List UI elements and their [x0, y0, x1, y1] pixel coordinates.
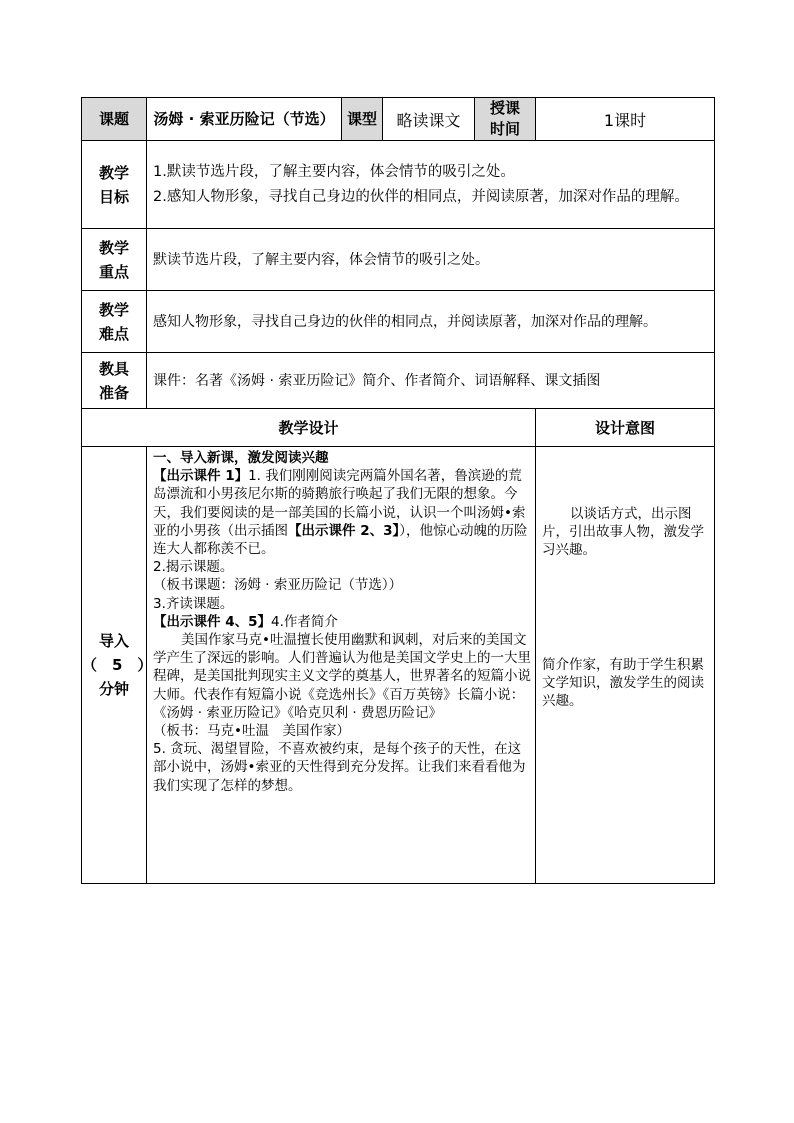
design-para-1	[153, 467, 533, 558]
design-para-4: 3.齐读课题。	[153, 595, 234, 612]
topic-value: 汤姆 · 索亚历险记（节选）	[147, 98, 342, 141]
prep-label-line2: 准备	[98, 383, 129, 402]
design-heading: 一、导入新课，激发阅读兴趣	[153, 450, 329, 466]
type-value: 略读课文	[383, 98, 475, 141]
intent-item-1: 以谈话方式，出示图片，引出故事人物，激发学习兴趣。	[542, 506, 704, 559]
intent-content	[536, 447, 715, 884]
difficulty-label-line2: 难点	[98, 324, 129, 343]
prep-row	[82, 353, 715, 409]
focus-label-line1: 教学	[98, 238, 129, 257]
section-header-row	[82, 409, 715, 447]
intent-item-2: 简介作家，有助于学生积累文学知识，激发学生的阅读兴趣。	[542, 656, 704, 710]
goals-label-line2: 目标	[98, 187, 129, 206]
focus-label-line2: 重点	[98, 262, 129, 281]
stage-row	[82, 447, 715, 884]
goals-text	[147, 141, 715, 229]
design-para-1-tail: ），他惊心动魄的历险连大人都称羡不已。	[153, 522, 528, 558]
time-value: 1课时	[536, 98, 715, 141]
design-para-5	[153, 613, 533, 631]
goals-label	[82, 141, 147, 229]
intent-header: 设计意图	[536, 409, 715, 447]
goal-item-2: 2.感知人物形象，寻找自己身边的伙伴的相同点，并阅读原著，加深对作品的理解。	[153, 188, 689, 205]
difficulty-row	[82, 291, 715, 353]
focus-row	[82, 229, 715, 291]
time-label	[475, 98, 536, 141]
type-label: 课型	[342, 98, 383, 141]
ppt-tag-4-5: 【出示课件 4、5】	[153, 613, 271, 630]
stage-label-line3: 分钟	[98, 680, 129, 698]
goals-row	[82, 141, 715, 229]
difficulty-label	[82, 291, 147, 353]
stage-label-line2: （ 5 ）	[82, 656, 153, 674]
topic-label: 课题	[82, 98, 147, 141]
stage-label-line1: 导入	[98, 632, 129, 650]
prep-label	[82, 353, 147, 409]
design-para-6: 美国作家马克•吐温擅长使用幽默和讽刺，对后来的美国文学产生了深远的影响。人们普遍认为他是美国文学史上的一大里程碑，是美国批判现实主义文学的奠基人，世界著名的短篇小说大师。代表作有短篇小说《竞选州长》《百万英镑》长篇小说：《汤姆 · 索亚历险记》《哈克贝利 · 费恩历险记》	[153, 632, 531, 721]
focus-text: 默读节选片段，了解主要内容，体会情节的吸引之处。	[147, 229, 715, 291]
time-label-line2: 时间	[489, 120, 520, 138]
time-label-line1: 授课	[489, 99, 520, 117]
design-para-8: 5. 贪玩、渴望冒险，不喜欢被约束，是每个孩子的天性，在这部小说中，汤姆•索亚的天性得到充分发挥。让我们来看看他为我们实现了怎样的梦想。	[153, 741, 526, 794]
design-para-3: （板书课题：汤姆 · 索亚历险记（节选））	[153, 577, 403, 594]
header-row	[82, 98, 715, 141]
goal-item-1: 1.默读节选片段，了解主要内容，体会情节的吸引之处。	[153, 163, 515, 180]
difficulty-text: 感知人物形象，寻找自己身边的伙伴的相同点，并阅读原著，加深对作品的理解。	[147, 291, 715, 353]
design-para-1-text: 1. 我们刚刚阅读完两篇外国名著，鲁滨逊的荒岛漂流和小男孩尼尔斯的骑鹅旅行唤起了我们无限的想象。今天，我们要阅读的是一部美国的长篇小说，认识一个叫汤姆•索亚的小男孩（出示插图	[153, 468, 526, 539]
design-para-5-text: 4.作者简介	[271, 613, 338, 630]
focus-label	[82, 229, 147, 291]
lesson-plan-table	[81, 97, 715, 884]
prep-label-line1: 教具	[98, 359, 129, 378]
stage-label	[82, 447, 153, 884]
design-header: 教学设计	[82, 409, 536, 447]
ppt-tag-1: 【出示课件 1】	[153, 468, 249, 485]
design-content	[147, 447, 536, 884]
difficulty-label-line1: 教学	[98, 300, 129, 319]
prep-text: 课件：名著《汤姆 · 索亚历险记》简介、作者简介、词语解释、课文插图	[147, 353, 715, 409]
goals-label-line1: 教学	[98, 163, 129, 182]
ppt-tag-2-3: 【出示课件 2、3】	[288, 522, 400, 539]
design-para-7: （板书：马克•吐温 美国作家）	[153, 723, 350, 740]
design-para-2: 2.揭示课题。	[153, 559, 234, 576]
